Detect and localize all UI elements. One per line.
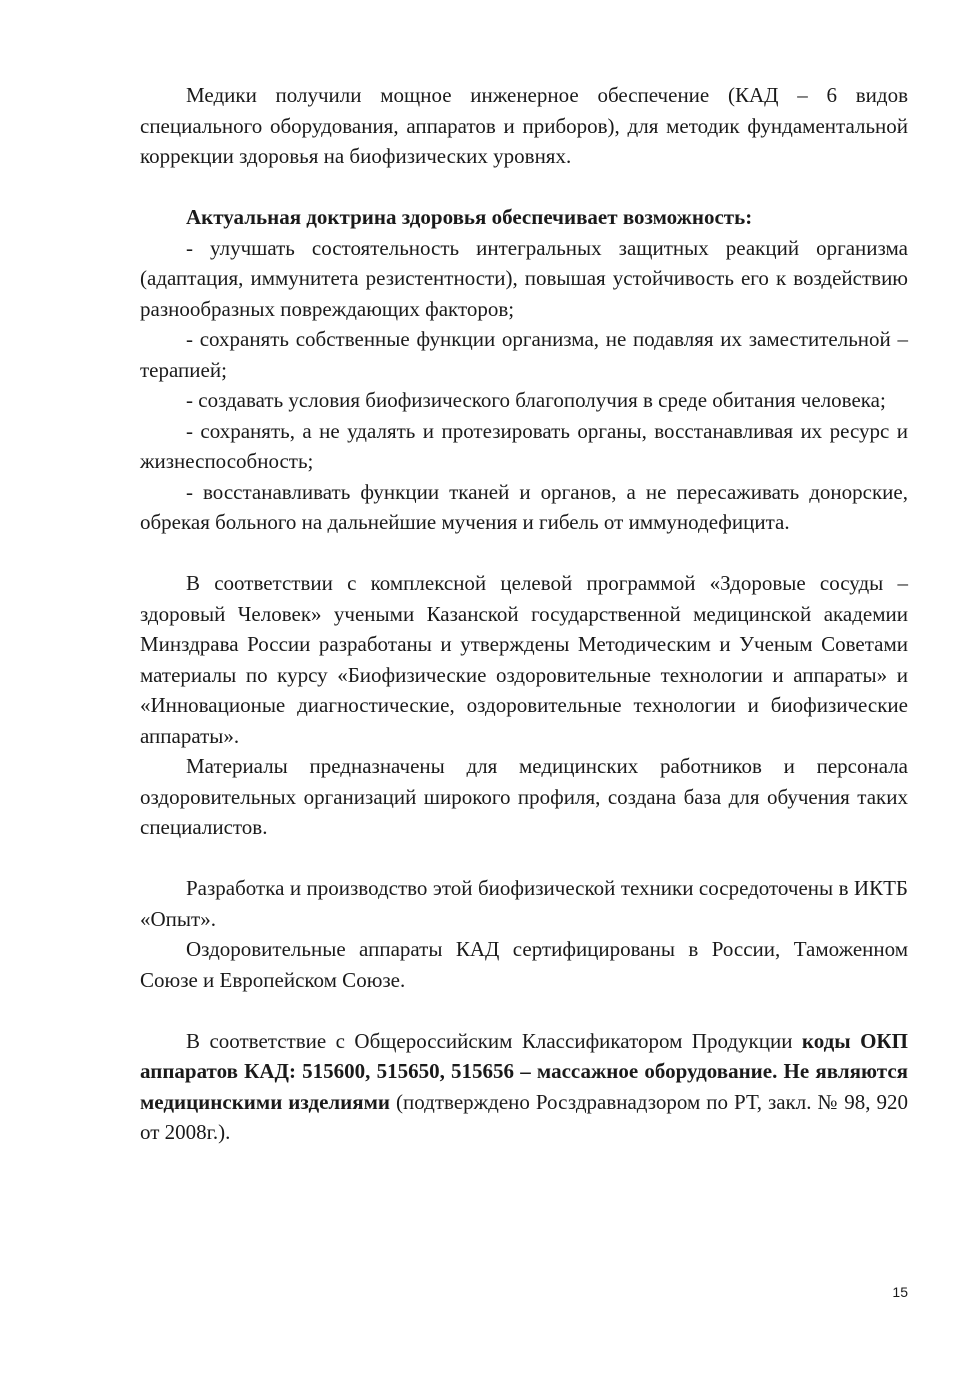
paragraph-engineering-support: Медики получили мощное инженерное обеспечение (КАД – 6 видов специального оборудования, аппаратов и приборов), для методик фундаментальной коррекции здоровья на биофизических уровнях.	[140, 83, 908, 168]
paragraph-program: В соответствии с комплексной целевой программой «Здоровые сосуды – здоровый Человек» учеными Казанской государственной медицинской академии Минздрава России разработаны и утверждены Методическим и Ученым Советами материалы по курсу «Биофизические оздоровительные технологии и аппараты» и «Инновационые диагностические, оздоровительные технологии и биофизические аппараты».	[140, 571, 908, 748]
paragraph-gap	[140, 843, 908, 874]
classification-confirmation: (подтверждено Росздравнадзором по РТ, закл. № 98, 920 от 2008г.).	[140, 1089, 909, 1144]
document-page	[140, 80, 908, 1148]
doctrine-heading-text: Актуальная доктрина здоровья обеспечивает возможность:	[186, 205, 753, 229]
list-item: - сохранять, а не удалять и протезировать органы, восстанавливая их ресурс и жизнеспособность;	[140, 418, 908, 473]
page-number: 15	[892, 1284, 908, 1300]
classification-codes: коды ОКП аппаратов КАД: 515600, 515650, 515656 – массажное оборудование. Не являются медицинскими изделиями	[140, 1028, 908, 1114]
paragraph-certification: Оздоровительные аппараты КАД сертифицированы в России, Таможенном Союзе и Европейском Союзе.	[140, 937, 908, 992]
list-item: - создавать условия биофизического благополучия в среде обитания человека;	[186, 388, 886, 412]
list-item: - сохранять собственные функции организма, не подавляя их заместительной – терапией;	[140, 327, 908, 382]
paragraph-production: Разработка и производство этой биофизической техники сосредоточены в ИКТБ «Опыт».	[140, 876, 908, 931]
paragraph-gap	[140, 538, 908, 569]
doctrine-heading	[140, 202, 908, 233]
list-item: - восстанавливать функции тканей и органов, а не пересаживать донорские, обрекая больного на дальнейшие мучения и гибель от иммунодефицита.	[140, 479, 908, 534]
paragraph-gap	[140, 995, 908, 1026]
paragraph-classification	[140, 1026, 908, 1148]
paragraph-gap	[140, 172, 908, 203]
paragraph-materials: Материалы предназначены для медицинских работников и персонала оздоровительных организаций широкого профиля, создана база для обучения таких специалистов.	[140, 754, 908, 839]
list-item: - улучшать состоятельность интегральных защитных реакций организма (адаптация, иммунитета резистентности), повышая устойчивость его к воздействию разнообразных повреждающих факторов;	[140, 235, 908, 321]
classification-intro: В соответствие с Общероссийским Классификатором Продукции	[186, 1028, 802, 1053]
